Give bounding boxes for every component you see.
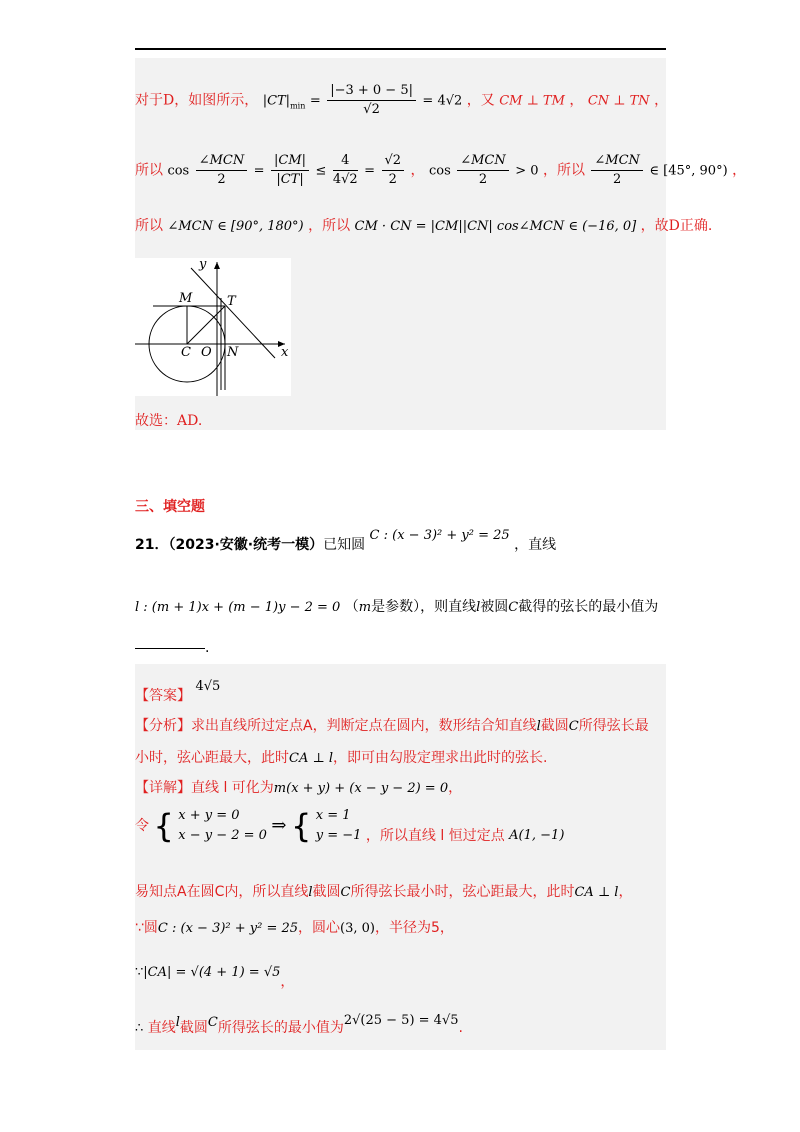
choice-line: 故选：AD. [135, 413, 203, 429]
blank-end: . [205, 640, 210, 656]
label-t: T [227, 294, 236, 309]
solution-line-1: 对于D，如图所示， $|CT|_{min}$ = $\frac{|-3 + 0 - 5|}{√2}$ = 4√2 ，又 CM ⊥ TM ， CN ⊥ TN ， [135, 83, 669, 117]
question-21-line-2: l : (m + 1)x + (m − 1)y − 2 = 0 （m是参数），则直线l被圆C截得的弦长的最小值为 [135, 599, 659, 615]
label-n: N [227, 345, 239, 360]
section-title: 三、填空题 [135, 499, 205, 515]
circle-figure [135, 258, 291, 396]
detail-line-5: ∵|CA| = √(4 + 1) = √5， [135, 965, 295, 990]
question-21-line-1: 21．（2023·安徽·统考一模）已知圆 C : (x − 3)² + y² = 25 ，直线 [135, 528, 557, 553]
answer-line: 【答案】 4√5 [135, 679, 221, 704]
label-c: C [181, 345, 191, 360]
analysis-line-2: 小时，弦心距最大，此时CA ⊥ l，即可由勾股定理求出此时的弦长. [135, 750, 548, 766]
figure-background [135, 258, 291, 396]
top-rule [135, 48, 666, 50]
detail-line-3: 易知点A在圆C内，所以直线l截圆C所得弦长最小时，弦心距最大，此时CA ⊥ l， [135, 884, 633, 900]
solution-line-3: 所以 ∠MCN ∈ [90°, 180°) ，所以 CM · CN = |CM||CN| cos∠MCN ∈ (−16, 0] ，故D正确. [135, 218, 713, 234]
label-m: M [179, 291, 193, 306]
solution-line-2: 所以 cos $\frac{\text{∠MCN}}{2}$ = $\frac{|CM|}{|CT|}$ ≤ $\frac{4}{4√2}$ = $\frac{√2}{2}$ ， cos $\frac{\text{∠MCN}}{2}$ > 0 ，所以 $\frac{\text{∠MCN}}{2}$ ∈ [45°, 90°) ， [135, 153, 747, 187]
label-x: x [281, 345, 289, 360]
answer-blank [135, 648, 205, 649]
detail-system: 令 { x + y = 0 x − y − 2 = 0 ⇒ { x = 1 y = −1 ，所以直线 l 恒过定点 A(1, −1) [135, 807, 565, 845]
detail-line-6: ∴ 直线l截圆C所得弦长的最小值为2√(25 − 5) = 4√5. [135, 1013, 463, 1036]
detail-line-4: ∵圆C : (x − 3)² + y² = 25，圆心(3, 0)，半径为5， [135, 920, 454, 936]
analysis-line-1: 【分析】求出直线所过定点A，判断定点在圆内，数形结合知直线l截圆C所得弦长最 [135, 718, 649, 734]
label-y: y [199, 258, 207, 272]
label-o: O [201, 345, 212, 360]
ct-fraction: $\frac{|-3 + 0 - 5|}{√2}$ [327, 82, 416, 119]
detail-line-1: 【详解】直线 l 可化为m(x + y) + (x − y − 2) = 0， [135, 780, 463, 796]
